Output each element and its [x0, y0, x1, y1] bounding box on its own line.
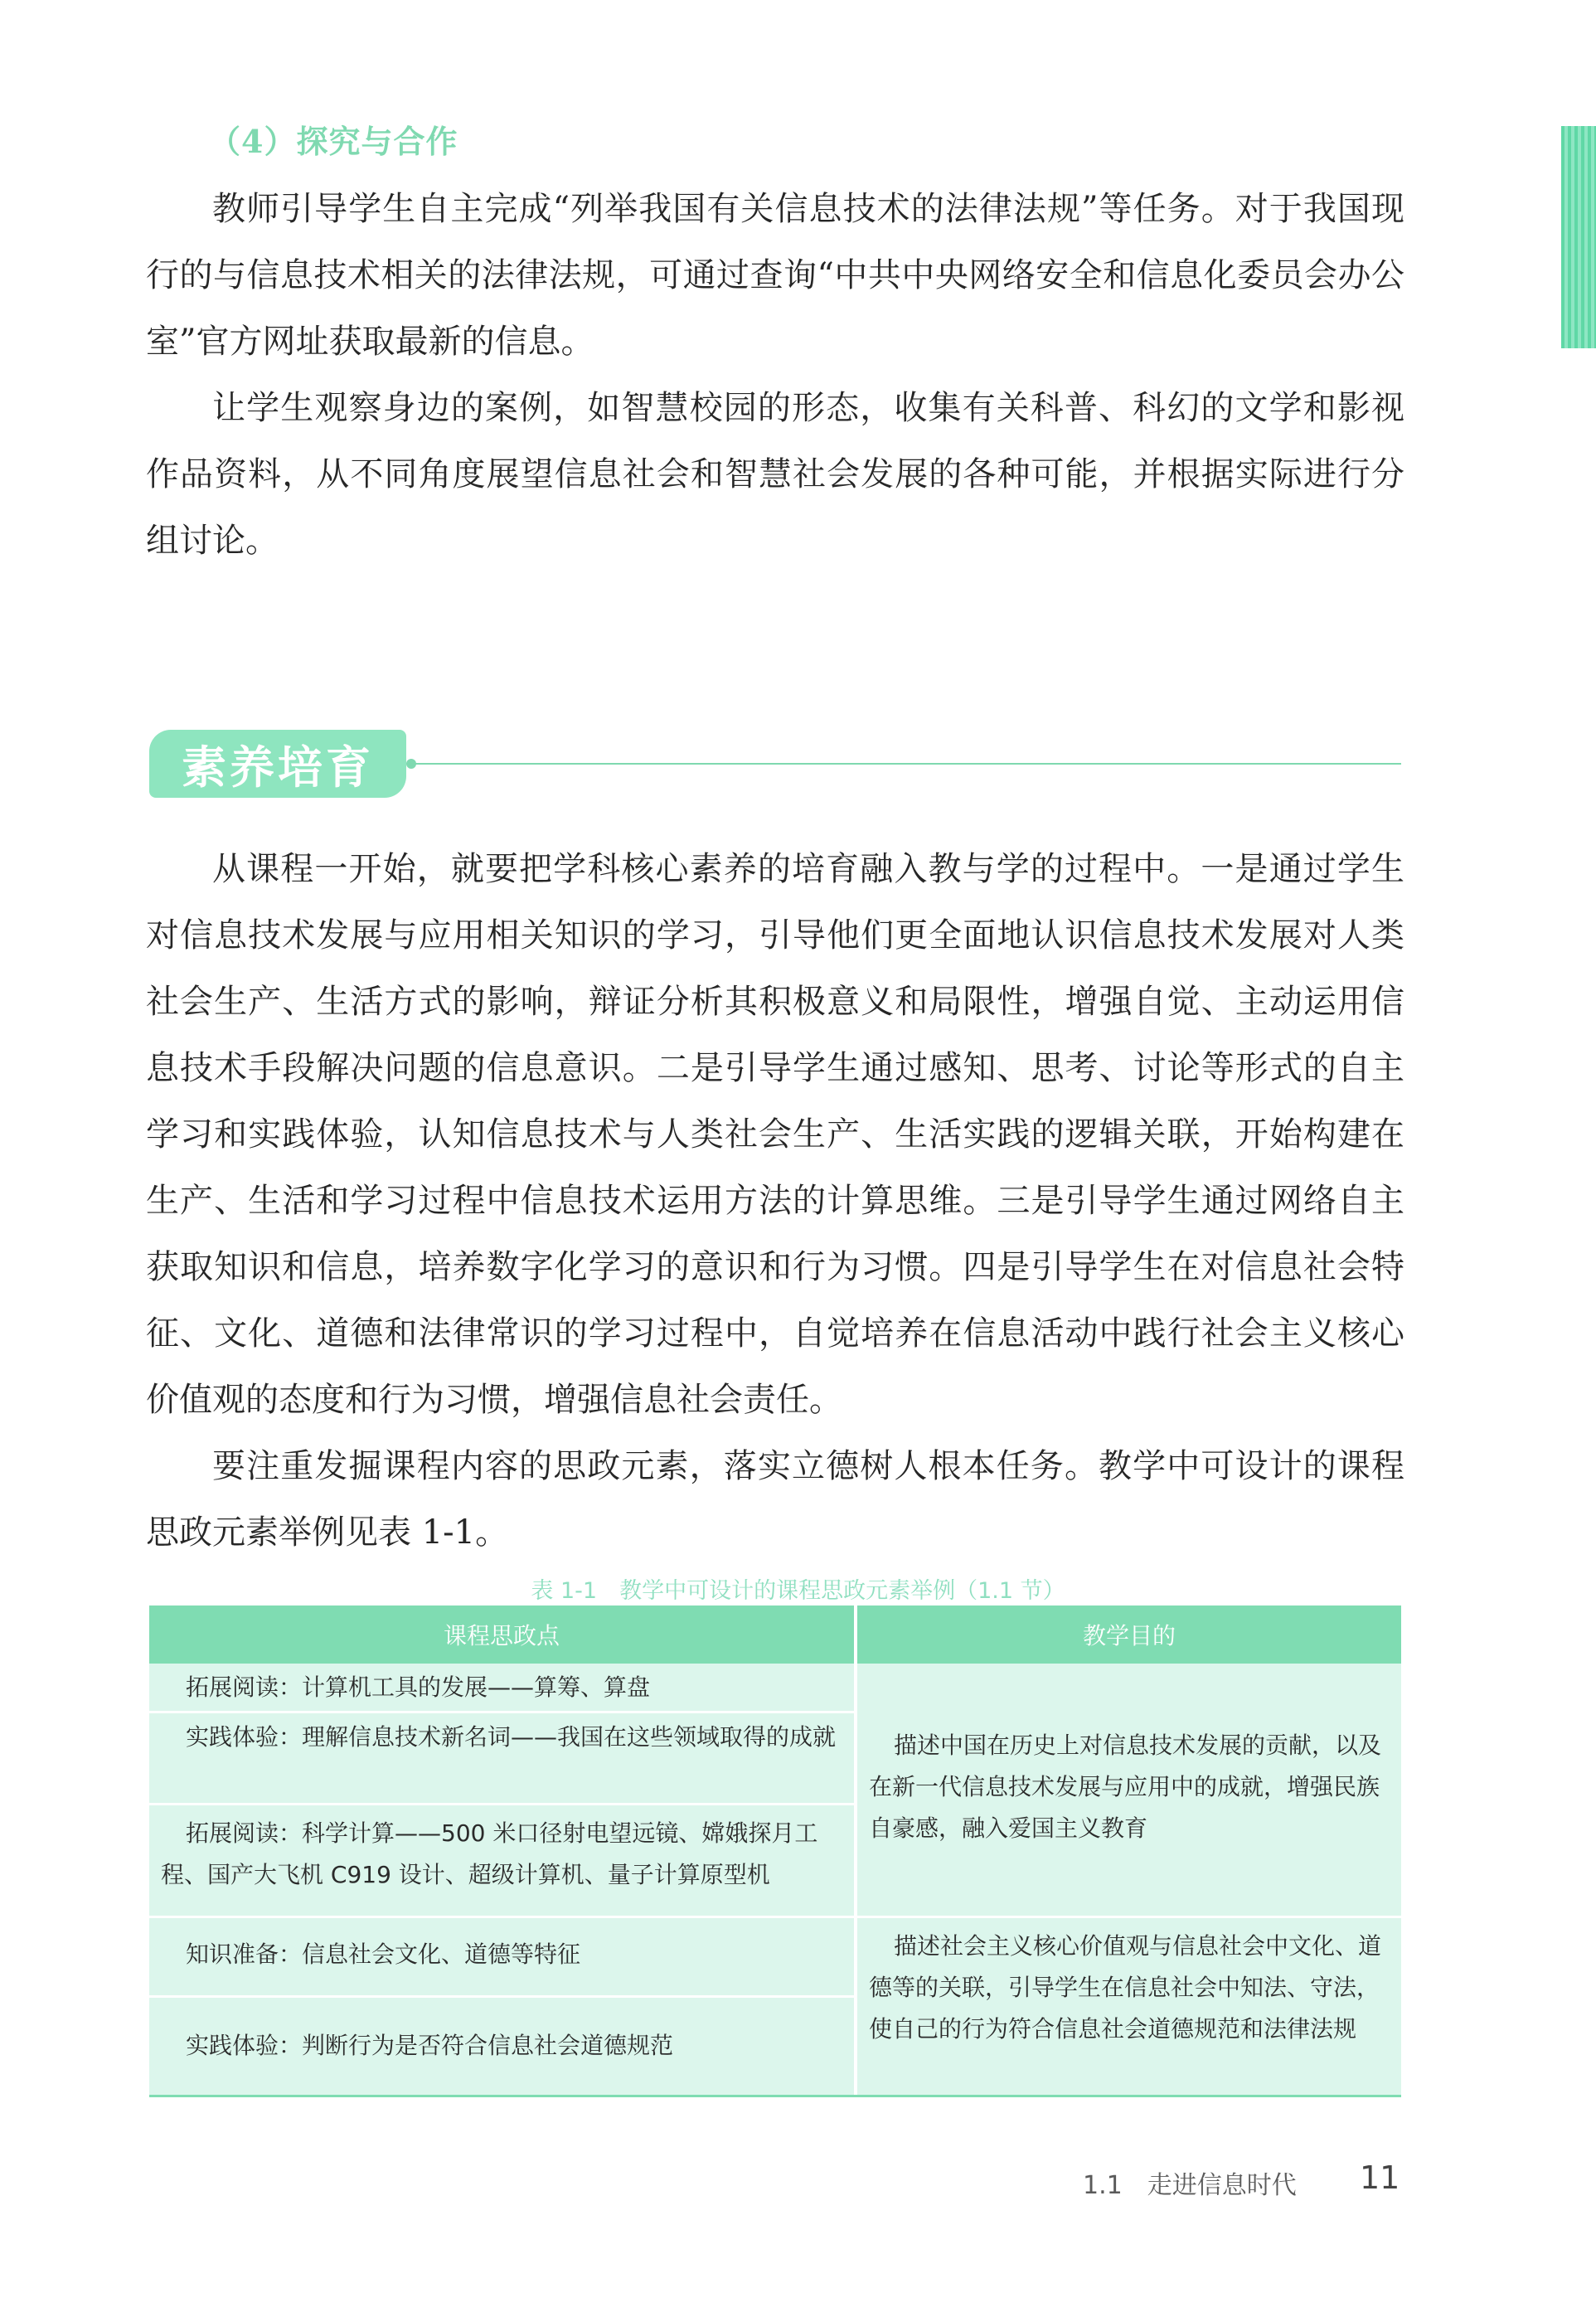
section-rule: [411, 763, 1401, 765]
table-column-divider: [854, 1605, 857, 2096]
ideology-elements-table: [149, 1605, 1401, 2096]
chapter-side-tab: [1561, 126, 1596, 348]
table-cell: 知识准备：信息社会文化、道德等特征: [186, 1941, 581, 1968]
table-cell: 实践体验：判断行为是否符合信息社会道德规范: [186, 2032, 674, 2059]
table-header-purpose: 教学目的: [1082, 1622, 1176, 1649]
footer-section-title: 1.1 走进信息时代: [1083, 2171, 1297, 2200]
table-row-divider: [149, 1995, 854, 1998]
paragraph-4: 要注重发掘课程内容的思政元素，落实立德树人根本任务。教学中可设计的课程思政元素举例见表 1-1。: [146, 1447, 1404, 1552]
table-cell: 描述中国在历史上对信息技术发展的贡献，以及在新一代信息技术发展与应用中的成就，增强民族自豪感，融入爱国主义教育: [869, 1732, 1382, 1842]
paragraph-2: 让学生观察身边的案例，如智慧校园的形态，收集有关科普、科幻的文学和影视作品资料，从不同角度展望信息社会和智慧社会发展的各种可能，并根据实际进行分组讨论。: [146, 389, 1404, 560]
table-bottom-rule: [149, 2095, 1401, 2097]
subsection-heading: （4）探究与合作: [209, 123, 458, 160]
table-row-divider: [149, 1916, 1401, 1918]
table-row-divider: [149, 1803, 854, 1805]
section-header: [149, 730, 1401, 798]
table-header-row: [149, 1605, 1401, 1664]
page-number: 11: [1360, 2159, 1400, 2196]
table-row-divider: [149, 1711, 854, 1713]
table-cell: 描述社会主义核心价值观与信息社会中文化、道德等的关联，引导学生在信息社会中知法、守法，使自己的行为符合信息社会道德规范和法律法规: [869, 1932, 1382, 2043]
table-cell: 拓展阅读：计算机工具的发展——算筹、算盘: [186, 1673, 651, 1701]
table-cell: 实践体验：理解信息技术新名词——我国在这些领域取得的成就: [186, 1723, 837, 1751]
table-caption: 表 1-1 教学中可设计的课程思政元素举例（1.1 节）: [531, 1578, 1065, 1604]
table-cell: 拓展阅读：科学计算——500 米口径射电望远镜、嫦娥探月工程、国产大飞机 C919 设计、超级计算机、量子计算原型机: [161, 1819, 818, 1888]
paragraph-3: 从课程一开始，就要把学科核心素养的培育融入教与学的过程中。一是通过学生对信息技术发展与应用相关知识的学习，引导他们更全面地认识信息技术发展对人类社会生产、生活方式的影响，辩证分析其积极意义和局限性，增强自觉、主动运用信息技术手段解决问题的信息意识。二是引导学生通过感知、思考、讨论等形式的自主学习和实践体验，认知信息技术与人类社会生产、生活实践的逻辑关联，开始构建在生产、生活和学习过程中信息技术运用方法的计算思维。三是引导学生通过网络自主获取知识和信息，培养数字化学习的意识和行为习惯。四是引导学生在对信息社会特征、文化、道德和法律常识的学习过程中，自觉培养在信息活动中践行社会主义核心价值观的态度和行为习惯，增强信息社会责任。: [146, 850, 1404, 1419]
paragraph-1: 教师引导学生自主完成“列举我国有关信息技术的法律法规”等任务。对于我国现行的与信息技术相关的法律法规，可通过查询“中共中央网络安全和信息化委员会办公室”官方网址获取最新的信息。: [146, 190, 1404, 361]
table-header-points: 课程思政点: [443, 1622, 560, 1649]
section-title: 素养培育: [149, 730, 406, 798]
